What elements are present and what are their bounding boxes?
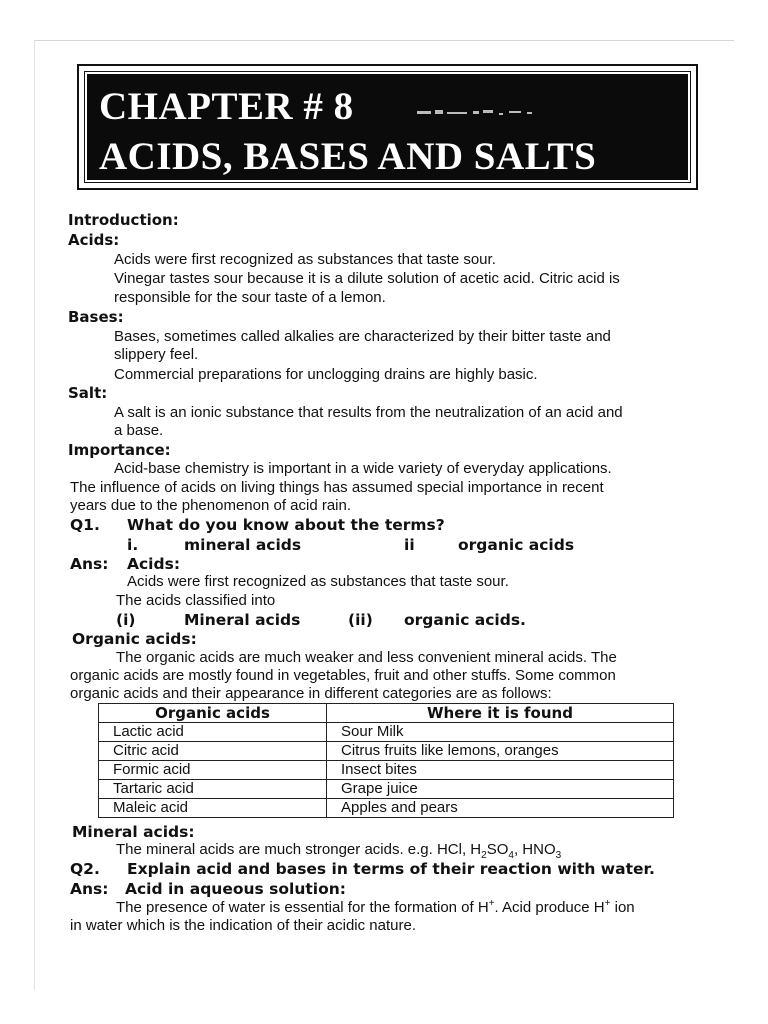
- table-header-row: [99, 704, 674, 723]
- page-edge-left: [34, 40, 35, 990]
- importance-line-3: years due to the phenomenon of acid rain.: [70, 497, 352, 514]
- q2-text-part-2: . Acid produce H: [494, 899, 605, 916]
- table-header-organic-acids: Organic acids: [99, 704, 327, 723]
- table-cell-acid: Tartaric acid: [99, 780, 327, 799]
- chapter-number: CHAPTER # 8: [99, 85, 354, 128]
- table-cell-acid: Maleic acid: [99, 799, 327, 818]
- table-cell-acid: Formic acid: [99, 761, 327, 780]
- table-header-where-found: Where it is found: [327, 704, 674, 723]
- q1-answer-line-2: The acids classified into: [116, 592, 276, 609]
- q2-text-part-1: The presence of water is essential for the formation of H: [116, 899, 489, 916]
- q1-class-2: organic acids.: [404, 611, 526, 629]
- chapter-banner-inner: [85, 72, 690, 182]
- importance-line-1: Acid-base chemistry is important in a wide variety of everyday applications.: [114, 460, 612, 477]
- q2-question: Explain acid and bases in terms of their reaction with water.: [127, 860, 655, 878]
- importance-line-2: The influence of acids on living things has assumed special importance in recent: [70, 479, 604, 496]
- mineral-text: The mineral acids are much stronger acids. e.g. HCl, H: [116, 841, 482, 858]
- mineral-hno: , HNO: [513, 841, 556, 858]
- chapter-title: ACIDS, BASES AND SALTS: [99, 135, 597, 178]
- acids-paragraph-2-line-1: Vinegar tastes sour because it is a dilute solution of acetic acid. Citric acid is: [114, 270, 620, 287]
- q1-answer-line-1: Acids were first recognized as substances that taste sour.: [127, 573, 509, 590]
- table-row: [99, 723, 674, 742]
- table-row: [99, 799, 674, 818]
- q1-question: What do you know about the terms?: [127, 516, 445, 534]
- table-row: [99, 780, 674, 799]
- organic-paragraph-line-2: organic acids are mostly found in vegetables, fruit and other stuffs. Some common: [70, 667, 616, 684]
- acids-paragraph-2-line-2: responsible for the sour taste of a lemon.: [114, 289, 386, 306]
- table-row: [99, 742, 674, 761]
- organic-paragraph-line-3: organic acids and their appearance in different categories are as follows:: [70, 685, 552, 702]
- q2-answer-heading: Acid in aqueous solution:: [125, 880, 346, 898]
- q1-class-1: Mineral acids: [184, 611, 301, 629]
- acids-heading: Acids:: [68, 231, 120, 249]
- bases-heading: Bases:: [68, 308, 124, 326]
- table-cell-source: Insect bites: [327, 761, 674, 780]
- subscript-4: 4: [508, 850, 514, 861]
- mineral-acids-heading: Mineral acids:: [72, 823, 195, 841]
- q1-answer-heading: Acids:: [127, 555, 181, 573]
- bases-paragraph-2: Commercial preparations for unclogging drains are highly basic.: [114, 366, 538, 383]
- table-cell-acid: Citric acid: [99, 742, 327, 761]
- introduction-heading: Introduction:: [68, 211, 179, 229]
- salt-paragraph-line-1: A salt is an ionic substance that results from the neutralization of an acid and: [114, 404, 623, 421]
- mineral-so: SO: [486, 841, 509, 858]
- salt-paragraph-line-2: a base.: [114, 422, 164, 439]
- mineral-acids-paragraph: [116, 841, 561, 859]
- q1-option-1: mineral acids: [184, 536, 302, 554]
- table-cell-source: Citrus fruits like lemons, oranges: [327, 742, 674, 761]
- acids-paragraph-1: Acids were first recognized as substances that taste sour.: [114, 251, 496, 268]
- bases-paragraph-1-line-1: Bases, sometimes called alkalies are characterized by their bitter taste and: [114, 328, 611, 345]
- subscript-3: 3: [555, 850, 562, 861]
- organic-acids-heading: Organic acids:: [72, 630, 197, 648]
- q2-answer-line-2: in water which is the indication of their acidic nature.: [70, 917, 417, 934]
- q2-label: Q2.: [70, 860, 100, 878]
- table-cell-source: Apples and pears: [327, 799, 674, 818]
- q2-text-part-3: ion: [610, 899, 635, 916]
- scan-artifact: [417, 108, 547, 118]
- q1-option-2: organic acids: [458, 536, 575, 554]
- q1-option-2-number: ii: [404, 536, 415, 554]
- q1-class-2-number: (ii): [348, 611, 373, 629]
- q1-option-1-number: i.: [127, 536, 139, 554]
- q1-label: Q1.: [70, 516, 100, 534]
- q1-class-1-number: (i): [116, 611, 136, 629]
- page-edge-top: [34, 40, 734, 41]
- q2-answer-line-1: [116, 899, 635, 917]
- table-row: [99, 761, 674, 780]
- subscript-2: 2: [481, 850, 487, 861]
- chapter-banner: [77, 64, 698, 190]
- table-cell-acid: Lactic acid: [99, 723, 327, 742]
- superscript-plus: +: [488, 898, 495, 909]
- importance-heading: Importance:: [68, 441, 171, 459]
- bases-paragraph-1-line-2: slippery feel.: [114, 346, 199, 363]
- q1-answer-label: Ans:: [70, 555, 109, 573]
- organic-paragraph-line-1: The organic acids are much weaker and less convenient mineral acids. The: [116, 649, 617, 666]
- table-cell-source: Grape juice: [327, 780, 674, 799]
- superscript-plus: +: [604, 898, 611, 909]
- salt-heading: Salt:: [68, 384, 108, 402]
- organic-acids-table: [98, 703, 674, 818]
- q2-answer-label: Ans:: [70, 880, 109, 898]
- table-cell-source: Sour Milk: [327, 723, 674, 742]
